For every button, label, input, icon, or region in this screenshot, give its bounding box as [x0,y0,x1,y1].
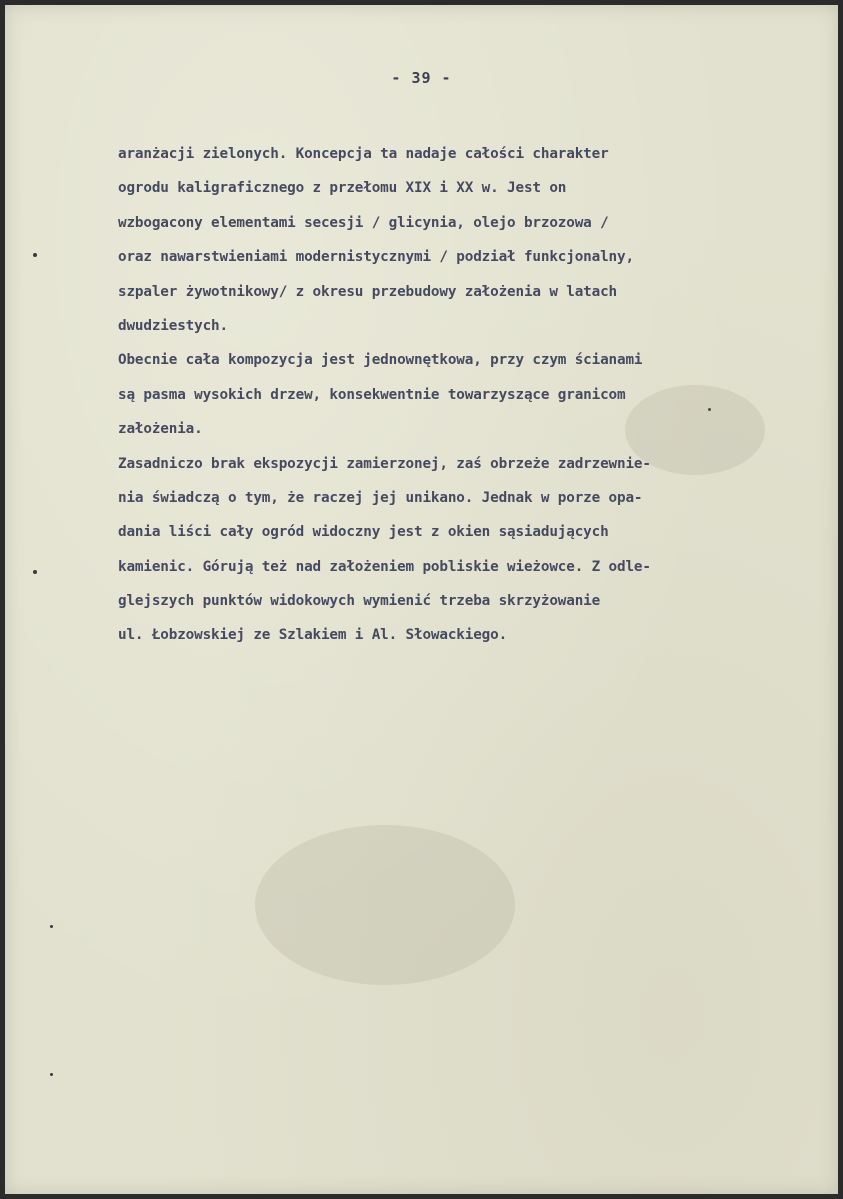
text-line: oraz nawarstwieniami modernistycznymi / podział funkcjonalny, [118,249,634,266]
text-line: nia świadczą o tym, że raczej jej unikano. Jednak w porze opa- [118,489,643,506]
text-line: dania liści cały ogród widoczny jest z okien sąsiadujących [118,524,609,541]
text-line: szpaler żywotnikowy/ z okresu przebudowy założenia w latach [118,283,617,300]
text-line: kamienic. Górują też nad założeniem pobliskie wieżowce. Z odle- [118,558,651,575]
scan-speck [50,1073,53,1076]
text-line: są pasma wysokich drzew, konsekwentnie towarzyszące granicom [118,386,626,403]
scan-speck [33,253,37,257]
text-line: ogrodu kaligraficznego z przełomu XIX i XX w. Jest on [118,180,567,197]
text-line: wzbogacony elementami secesji / glicynia, olejo brzozowa / [118,214,609,231]
text-line: ul. Łobzowskiej ze Szlakiem i Al. Słowackiego. [118,627,508,644]
text-line: Zasadniczo brak ekspozycji zamierzonej, zaś obrzeże zadrzewnie- [118,455,651,472]
text-line: glejszych punktów widokowych wymienić trzeba skrzyżowanie [118,593,601,610]
document-page [5,5,838,1194]
scan-speck [50,925,53,928]
paper-stain [625,385,765,475]
text-line: Obecnie cała kompozycja jest jednownętkowa, przy czym ścianami [118,352,643,369]
text-line: założenia. [118,421,203,438]
text-line: aranżacji zielonych. Koncepcja ta nadaje całości charakter [118,146,609,162]
page-number: - 39 - [391,69,452,87]
scan-speck [33,570,37,574]
text-line: dwudziestych. [118,317,228,334]
paper-stain [255,825,515,985]
